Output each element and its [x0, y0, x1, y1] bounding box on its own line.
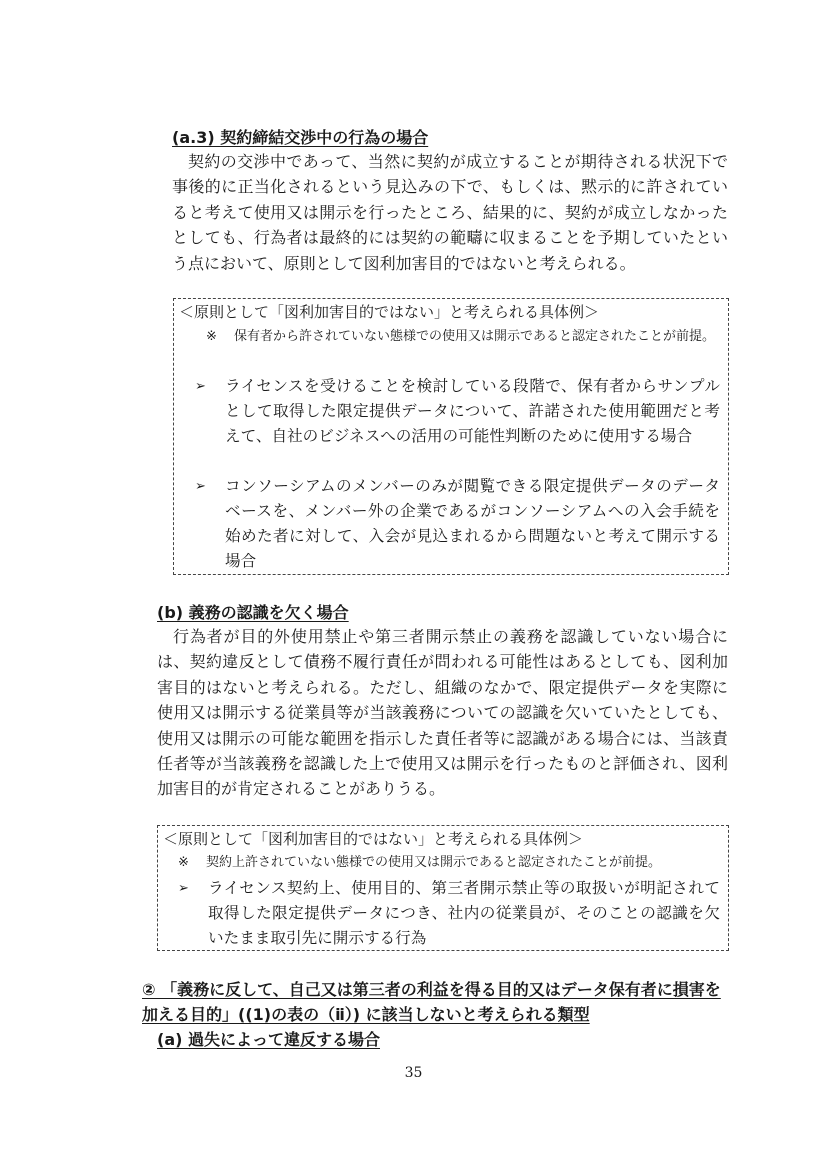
section-2-heading: ② 「義務に反して、自己又は第三者の利益を得る目的又はデータ保有者に損害を加える目的」((1)の表の（ⅱ）) に該当しないと考えられる類型: [142, 980, 721, 1024]
section-b-heading: (b) 義務の認識を欠く場合: [157, 603, 349, 622]
example-box-2-bullet-1-text: ライセンス契約上、使用目的、第三者開示禁止等の取扱いが明記されて取得した限定提供データにつき、社内の従業員が、そのことの認識を欠いたまま取引先に開示する行為: [208, 879, 720, 947]
example-box-1-bullet-1-text: ライセンスを受けることを検討している段階で、保有者からサンプルとして取得した限定提供データについて、許諾された使用範囲だと考えて、自社のビジネスへの活用の可能性判断のために使用する場合: [225, 377, 720, 445]
example-box-1-title: ＜原則として「図利加害目的ではない」と考えられる具体例＞: [179, 303, 600, 321]
section-a3-body: 契約の交渉中であって、当然に契約が成立することが期待される状況下で事後的に正当化されるという見込みの下で、もしくは、黙示的に許されていると考えて使用又は開示を行ったところ、結果的に、契約が成立しなかったとしても、行為者は最終的には契約の範疇に収まることを予期していたという点において、原則として図利加害目的ではないと考えられる。: [172, 152, 728, 273]
arrow-bullet-icon: ➢: [195, 479, 206, 494]
section-a3-heading: (a.3) 契約締結交渉中の行為の場合: [172, 128, 429, 147]
page-number: 35: [404, 1065, 423, 1081]
example-box-2-title: ＜原則として「図利加害目的ではない」と考えられる具体例＞: [163, 830, 584, 848]
example-box-1-note: [206, 325, 724, 349]
example-box-1: [173, 298, 729, 575]
note-mark-icon: ※: [178, 855, 189, 870]
example-box-2: [157, 825, 729, 951]
example-box-2-note-text: 契約上許されていない態様での使用又は開示であると認定されたことが前提。: [206, 855, 662, 870]
example-box-1-bullet-1: [195, 374, 720, 449]
note-mark-icon: ※: [206, 329, 217, 344]
example-box-1-bullet-2: [195, 474, 720, 574]
arrow-bullet-icon: ➢: [178, 881, 189, 896]
example-box-2-bullet-1: [178, 876, 720, 951]
example-box-1-note-text: 保有者から許されていない態様での使用又は開示であると認定されたことが前提。: [234, 329, 716, 344]
example-box-2-note: [178, 851, 723, 875]
section-a-heading: (a) 過失によって違反する場合: [157, 1030, 380, 1049]
arrow-bullet-icon: ➢: [195, 379, 206, 394]
example-box-1-bullet-2-text: コンソーシアムのメンバーのみが閲覧できる限定提供データのデータベースを、メンバー外の企業であるがコンソーシアムへの入会手続を始めた者に対して、入会が見込まれるから問題ないと考えて開示する場合: [225, 477, 720, 570]
section-b-body: 行為者が目的外使用禁止や第三者開示禁止の義務を認識していない場合には、契約違反として債務不履行責任が問われる可能性はあるとしても、図利加害目的はないと考えられる。ただし、組織のなかで、限定提供データを実際に使用又は開示する従業員等が当該義務についての認識を欠いていたとしても、使用又は開示の可能な範囲を指示した責任者等に認識がある場合には、当該責任者等が当該義務を認識した上で使用又は開示を行ったものと評価され、図利加害目的が肯定されることがありうる。: [157, 627, 728, 799]
